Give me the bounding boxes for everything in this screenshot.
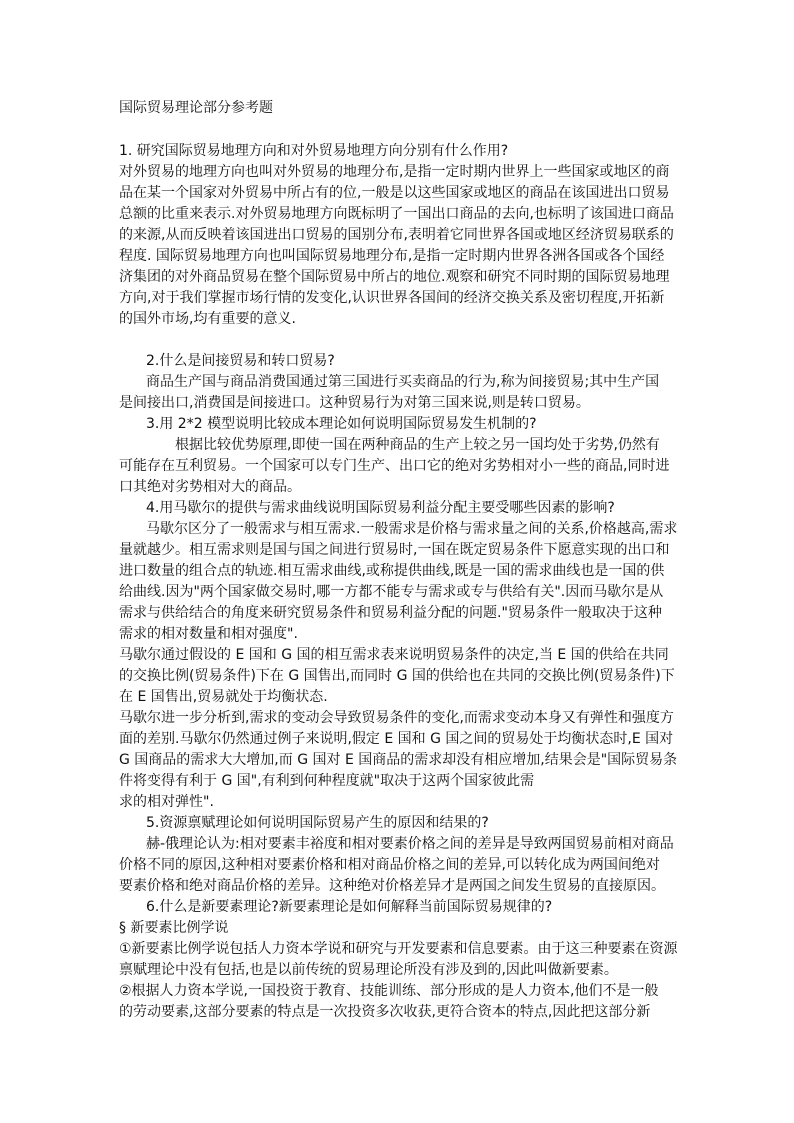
question-4-heading: 4.用马歇尔的提供与需求曲线说明国际贸易利益分配主要受哪些因素的影响?	[146, 500, 615, 516]
paragraph-line: 可能存在互利贸易。一个国家可以专门生产、出口它的绝对劣势相对小一些的商品,同时进	[119, 458, 670, 474]
paragraph-line: 马歇尔通过假设的 E 国和 G 国的相互需求表来说明贸易条件的决定,当 E 国的供给在共同	[119, 647, 669, 663]
question-2-heading: 2.什么是间接贸易和转口贸易?	[146, 353, 335, 369]
paragraph-line: 济集团的对外商品贸易在整个国际贸易中所占的地位.观察和研究不同时期的国际贸易地理	[119, 269, 670, 285]
paragraph-line: 进口数量的组合点的轨迹.相互需求曲线,或称提供曲线,既是一国的需求曲线也是一国的供	[119, 563, 665, 579]
paragraph-line: 禀赋理论中没有包括,也是以前传统的贸易理论所没有涉及到的,因此叫做新要素。	[119, 962, 618, 978]
paragraph-line: G 国商品的需求大大增加,而 G 国对 E 国商品的需求却没有相应增加,结果会是"国际贸易条	[119, 752, 678, 768]
paragraph-line: 求的相对弹性".	[119, 794, 214, 810]
paragraph-line: 的劳动要素,这部分要素的特点是一次投资多次收获,更符合资本的特点,因此把这部分新	[119, 1004, 651, 1020]
paragraph-line: 马歇尔进一步分析到,需求的变动会导致贸易条件的变化,而需求变动本身又有弹性和强度方	[119, 710, 674, 726]
paragraph-line: 方向,对于我们掌握市场行情的发变化,认识世界各国间的经济交换关系及密切程度,开拓新	[119, 290, 665, 306]
paragraph-line: 价格不同的原因,这种相对要素价格和相对商品价格之间的差异,可以转化成为两国间绝对	[119, 857, 660, 873]
paragraph-line: ②根据人力资本学说,一国投资于教育、技能训练、部分形成的是人力资本,他们不是一般	[119, 983, 659, 999]
paragraph-line: 面的差别.马歇尔仍然通过例子来说明,假定 E 国和 G 国之间的贸易处于均衡状态时,E 国对	[119, 731, 674, 747]
paragraph-line: 赫-俄理论认为:相对要素丰裕度和相对要素价格之间的差异是导致两国贸易前相对商品	[146, 836, 674, 852]
paragraph-line: 的来源,从而反映着该国进出口贸易的国别分布,表明着它同世界各国或地区经济贸易联系的	[119, 227, 674, 243]
paragraph-line: 要素价格和绝对商品价格的差异。这种绝对价格差异才是两国之间发生贸易的直接原因。	[119, 878, 665, 894]
question-1-heading: 1. 研究国际贸易地理方向和对外贸易地理方向分别有什么作用?	[119, 143, 509, 159]
paragraph-line: 的国外市场,均有重要的意义.	[119, 311, 296, 327]
paragraph-line: 对外贸易的地理方向也叫对外贸易的地理分布,是指一定时期内世界上一些国家或地区的商	[119, 164, 670, 180]
paragraph-line: 需求的相对数量和相对强度".	[119, 626, 298, 642]
paragraph-line: 量就越少。相互需求则是国与国之间进行贸易时,一国在既定贸易条件下愿意实现的出口和	[119, 542, 670, 558]
paragraph-line: ①新要素比例学说包括人力资本学说和研究与开发要素和信息要素。由于这三种要素在资源	[119, 941, 678, 957]
paragraph-line: 需求与供给结合的角度来研究贸易条件和贸易利益分配的问题."贸易条件一般取决于这种	[119, 605, 662, 621]
paragraph-line: 件将变得有利于 G 国",有利到何种程度就"取决于这两个国家彼此需	[119, 773, 535, 789]
paragraph-line: 在 E 国售出,贸易就处于均衡状态.	[119, 689, 328, 705]
paragraph-line: 给曲线.因为"两个国家做交易时,哪一方都不能专与需求或专与供给有关".因而马歇尔是从	[119, 584, 664, 600]
paragraph-line: 是间接出口,消费国是间接进口。这种贸易行为对第三国来说,则是转口贸易。	[119, 395, 590, 411]
paragraph-line: 口其绝对劣势相对大的商品。	[119, 479, 301, 495]
section-heading: § 新要素比例学说	[119, 920, 229, 936]
paragraph-line: 程度. 国际贸易地理方向也叫国际贸易地理分布,是指一定时期内世界各洲各国或各个国经	[119, 248, 665, 264]
paragraph-line: 马歇尔区分了一般需求与相互需求.一般需求是价格与需求量之间的关系,价格越高,需求	[146, 521, 678, 537]
question-3-heading: 3.用 2*2 模型说明比较成本理论如何说明国际贸易发生机制的?	[146, 416, 537, 432]
paragraph-line: 的交换比例(贸易条件)下在 G 国售出,而同时 G 国的供给也在共同的交换比例(贸易条件)下	[119, 668, 675, 684]
paragraph-line: 总额的比重来表示.对外贸易地理方向既标明了一国出口商品的去向,也标明了该国进口商品	[119, 206, 674, 222]
document-title: 国际贸易理论部分参考题	[119, 100, 273, 116]
question-6-heading: 6.什么是新要素理论?新要素理论是如何解释当前国际贸易规律的?	[146, 899, 553, 915]
paragraph-line: 品在某一个国家对外贸易中所占有的位,一般是以这些国家或地区的商品在该国进出口贸易	[119, 185, 670, 201]
paragraph-line: 根据比较优势原理,即使一国在两种商品的生产上较之另一国均处于劣势,仍然有	[175, 437, 660, 453]
paragraph-line: 商品生产国与商品消费国通过第三国进行买卖商品的行为,称为间接贸易;其中生产国	[146, 374, 660, 390]
question-5-heading: 5.资源禀赋理论如何说明国际贸易产生的原因和结果的?	[146, 815, 489, 831]
